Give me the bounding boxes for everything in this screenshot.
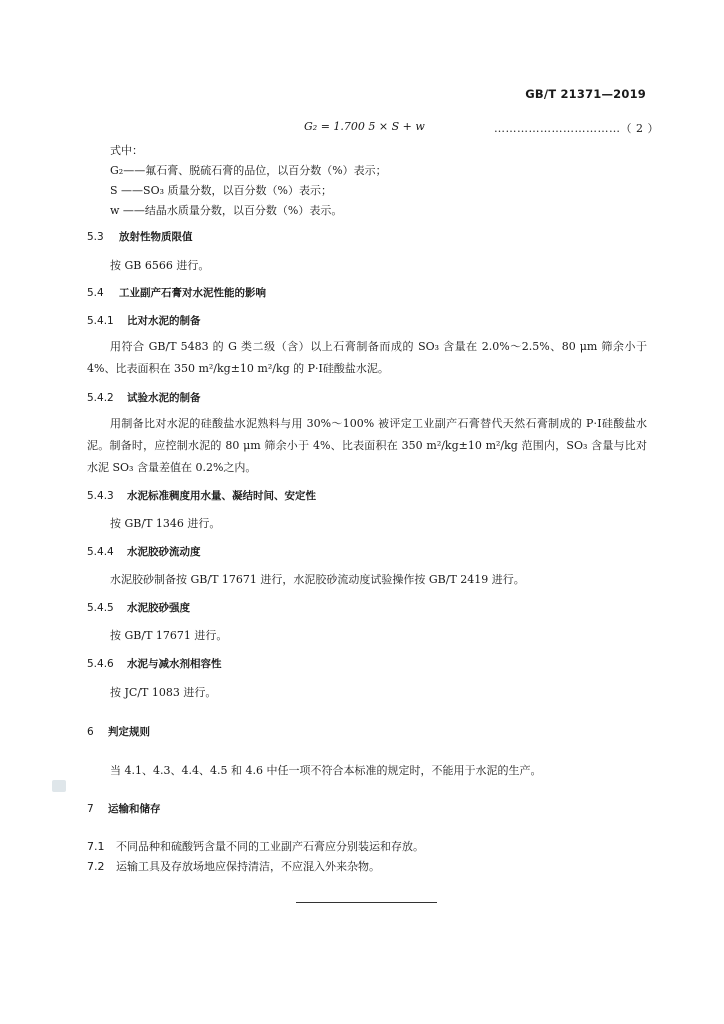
formula: G₂ = 1.700 5 × S + w [304, 120, 425, 133]
watermark-stamp [52, 780, 66, 792]
section-text: 当 4.1、4.3、4.4、4.5 和 4.6 中任一项不符合本标准的规定时，不能用于水泥的生产。 [110, 764, 542, 777]
section-title: 水泥胶砂流动度 [127, 546, 201, 558]
section-number: 5.4.1 [87, 315, 114, 327]
section-title: 试验水泥的制备 [127, 392, 201, 404]
section-number: 5.4 [87, 287, 104, 299]
section-heading-5-4-1 [87, 313, 201, 328]
section-paragraph: 用制备比对水泥的硅酸盐水泥熟料与用 30%～100% 被评定工业副产石膏替代天然石膏制成的 P·Ⅰ硅酸盐水泥。制备时，应控制水泥的 80 μm 筛余小于 4%、比表面积在 350 m²/kg±10 m²/kg 范围内，SO₃ 含量与比对水泥 SO₃ 含量差值在 0.2%之内。 [87, 417, 647, 474]
section-heading-5-4-2 [87, 390, 201, 405]
legend-intro: 式中： [110, 144, 143, 157]
legend-item: S ——SO₃ 质量分数，以百分数（%）表示； [110, 184, 332, 197]
end-divider [296, 902, 437, 903]
section-title: 水泥与减水剂相容性 [127, 658, 222, 670]
legend-item: G₂——氟石膏、脱硫石膏的品位，以百分数（%）表示； [110, 164, 387, 177]
legend-item: w ——结晶水质量分数，以百分数（%）表示。 [110, 204, 343, 217]
clause-text: 运输工具及存放场地应保持清洁，不应混入外来杂物。 [116, 860, 380, 873]
section-text: 按 GB/T 17671 进行。 [110, 629, 228, 642]
section-title: 水泥胶砂强度 [127, 602, 190, 614]
section-number: 5.3 [87, 231, 104, 243]
section-title: 判定规则 [108, 726, 150, 738]
section-text: 按 GB/T 1346 进行。 [110, 517, 221, 530]
section-heading-5-4-3 [87, 488, 316, 503]
section-number: 6 [87, 726, 94, 738]
clause-number: 7.1 [87, 840, 105, 853]
section-heading-5-4 [87, 285, 266, 300]
section-text: 按 GB 6566 进行。 [110, 259, 210, 272]
clause-number: 7.2 [87, 860, 105, 873]
section-paragraph: 用符合 GB/T 5483 的 G 类二级（含）以上石膏制备而成的 SO₃ 含量在 2.0%～2.5%、80 μm 筛余小于 4%、比表面积在 350 m²/kg±10 m²/kg 的 P·Ⅰ硅酸盐水泥。 [87, 340, 647, 375]
section-number: 5.4.6 [87, 658, 114, 670]
clause-text: 不同品种和硫酸钙含量不同的工业副产石膏应分别装运和存放。 [116, 840, 424, 853]
clause-7-2 [87, 858, 380, 874]
clause-7-1 [87, 838, 424, 854]
section-title: 放射性物质限值 [119, 231, 193, 243]
section-text: 按 JC/T 1083 进行。 [110, 686, 217, 699]
section-title: 工业副产石膏对水泥性能的影响 [119, 287, 266, 299]
section-heading-5-4-5 [87, 600, 190, 615]
standard-code: GB/T 21371—2019 [525, 87, 646, 101]
section-number: 5.4.3 [87, 490, 114, 502]
section-heading-5-4-6 [87, 656, 222, 671]
section-heading-5-4-4 [87, 544, 201, 559]
section-text: 水泥胶砂制备按 GB/T 17671 进行，水泥胶砂流动度试验操作按 GB/T 2419 进行。 [110, 573, 525, 586]
section-heading-7 [87, 801, 161, 816]
section-title: 比对水泥的制备 [127, 315, 201, 327]
section-number: 5.4.4 [87, 546, 114, 558]
section-number: 5.4.2 [87, 392, 114, 404]
section-heading-5-3 [87, 229, 193, 244]
section-number: 5.4.5 [87, 602, 114, 614]
section-title: 水泥标准稠度用水量、凝结时间、安定性 [127, 490, 316, 502]
section-title: 运输和储存 [108, 803, 161, 815]
section-heading-6 [87, 724, 150, 739]
section-number: 7 [87, 803, 94, 815]
formula-number: ……………………………（ 2 ） [494, 122, 659, 135]
